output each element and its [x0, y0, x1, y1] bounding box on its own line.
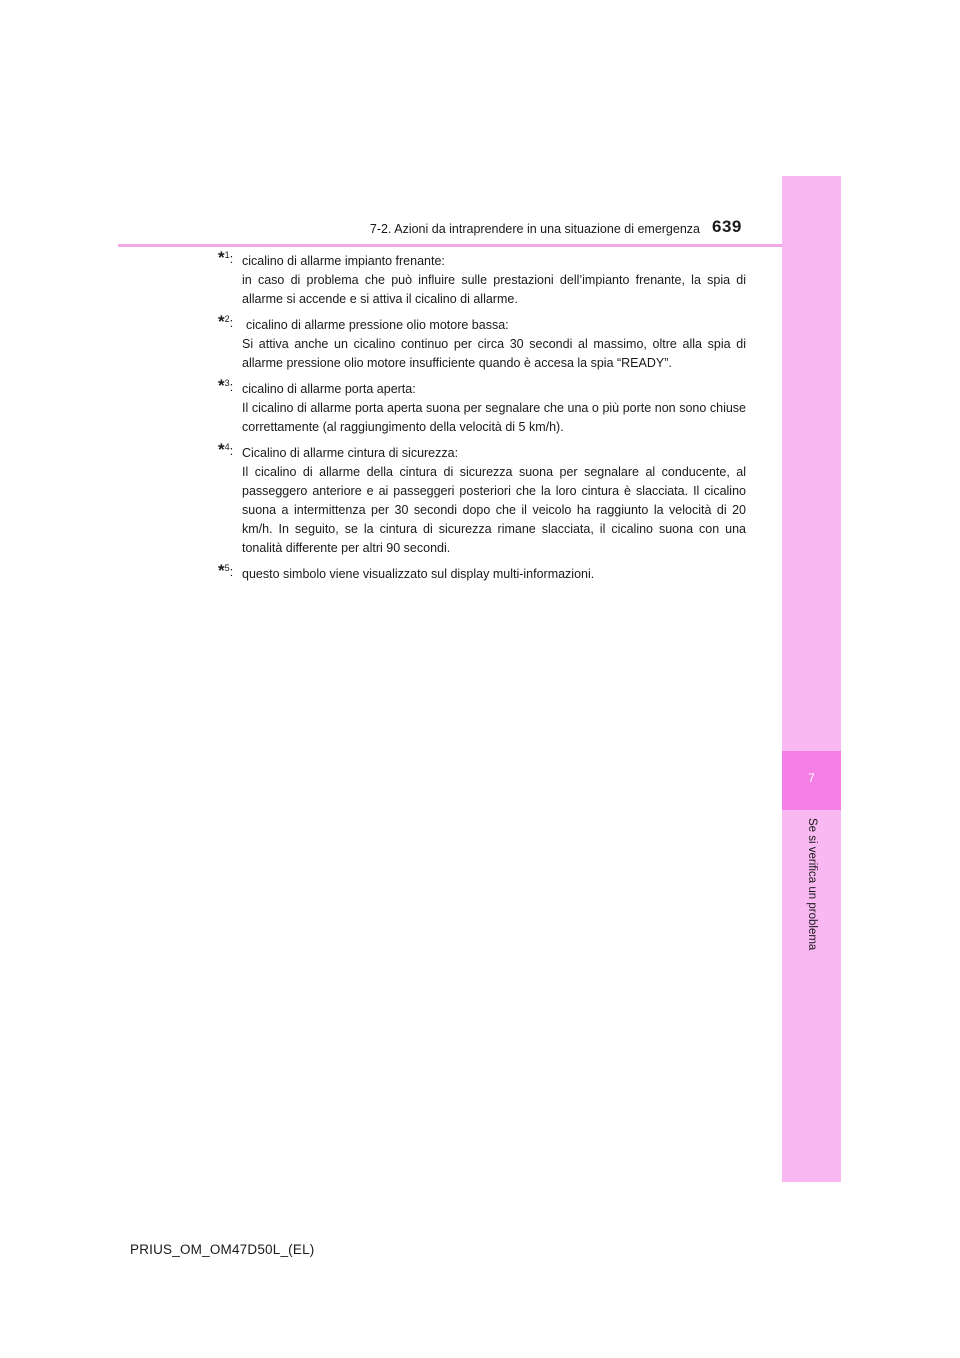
- document-code: PRIUS_OM_OM47D50L_(EL): [130, 1242, 315, 1257]
- footnote-body: in caso di problema che può influire sulle prestazioni dell’impianto frenante, la spia di allarme si accende e si attiva il cicalino di allarme.: [242, 273, 746, 306]
- footnote-marker: *$^4$:: [218, 440, 234, 459]
- page-number: 639: [712, 217, 742, 236]
- side-thumb-tab: [782, 176, 841, 1182]
- footnote-marker: *$^2$:: [218, 312, 234, 331]
- section-title: 7-2. Azioni da intraprendere in una situazione di emergenza: [369, 222, 700, 236]
- header-divider: [118, 244, 840, 247]
- footnote-marker: *$^5$:: [218, 561, 234, 580]
- footnote-heading: Cicalino di allarme cintura di sicurezza:: [242, 446, 459, 460]
- footnote-body: Si attiva anche un cicalino continuo per circa 30 secondi al massimo, oltre alla spia di allarme pressione olio motore insufficiente quando è accesa la spia “READY”.: [242, 337, 746, 370]
- chapter-number: 7: [808, 771, 815, 785]
- footnote-heading: cicalino di allarme pressione olio motore bassa:: [246, 318, 509, 332]
- footnote-marker: *$^3$:: [218, 376, 234, 395]
- footnote-heading: cicalino di allarme impianto frenante:: [242, 254, 445, 268]
- footnote-heading: questo simbolo viene visualizzato sul display multi-informazioni.: [242, 567, 595, 581]
- footnote-list: [218, 248, 746, 591]
- footnote-marker: *$^1$:: [218, 248, 234, 267]
- footnote-item: [218, 561, 746, 584]
- footnote-heading: cicalino di allarme porta aperta:: [242, 382, 416, 396]
- footnote-body: Il cicalino di allarme porta aperta suona per segnalare che una o più porte non sono chiuse correttamente (al raggiungimento della velocità di 5 km/h).: [242, 401, 746, 434]
- footnote-item: [218, 440, 746, 558]
- footnote-item: [218, 376, 746, 437]
- footnote-item: [218, 312, 746, 373]
- footnote-body: Il cicalino di allarme della cintura di sicurezza suona per segnalare al conducente, al passeggero anteriore e ai passeggeri posteriori che la loro cintura è slacciata. Il cicalino suona a intermittenza per 30 secondi dopo che il veicolo ha raggiunto la velocità di 20 km/h. In seguito, se la cintura di sicurezza rimane slacciata, il cicalino suona con una tonalità differente per altri 90 secondi.: [242, 465, 746, 555]
- chapter-title: Se si verifica un problema: [806, 818, 818, 951]
- footnote-item: [218, 248, 746, 309]
